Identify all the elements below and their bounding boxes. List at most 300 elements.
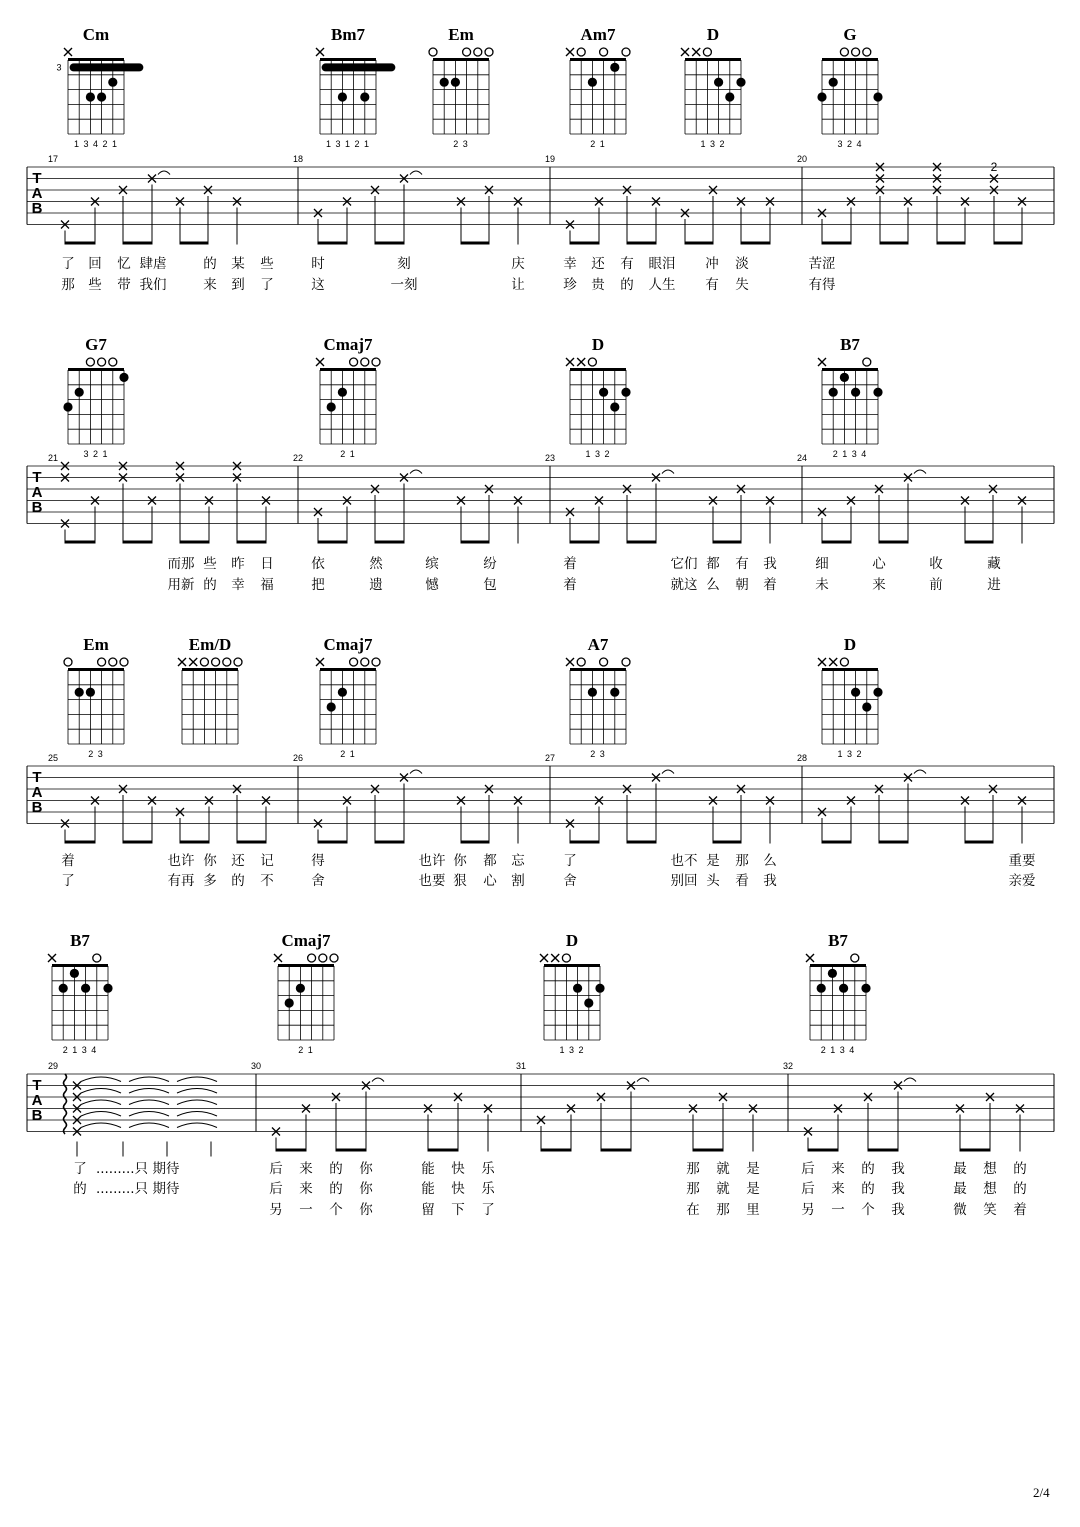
- lyric-syllable: 后: [801, 1161, 815, 1177]
- lyric-syllable: 前: [929, 577, 943, 593]
- lyric-syllable: 的: [329, 1161, 343, 1177]
- tab-clef-letter: A: [31, 185, 43, 202]
- lyric-syllable: 些: [203, 556, 217, 572]
- chord-nut: [570, 58, 626, 61]
- muted-string-marker: [577, 358, 585, 366]
- chord-nut: [570, 368, 626, 371]
- lyric-syllable: 了: [260, 277, 274, 293]
- lyric-syllable: 能: [421, 1181, 435, 1197]
- lyric-syllable: 舍: [311, 873, 325, 889]
- chord-nut: [68, 668, 124, 671]
- open-string-marker: [840, 48, 848, 56]
- open-string-marker: [109, 658, 117, 666]
- note-beam: [375, 541, 404, 544]
- chord-nut: [810, 964, 866, 967]
- open-string-marker: [840, 658, 848, 666]
- chord-fingering: 1 3 1 2 1: [325, 139, 371, 149]
- chord-diagram-cm: [56, 25, 143, 149]
- note-beam: [237, 541, 266, 544]
- chord-name: Em/D: [188, 635, 232, 654]
- tie-arc: [410, 770, 422, 774]
- chord-diagram-em: [429, 25, 493, 149]
- lyric-syllable: 某: [231, 256, 245, 272]
- lyric-syllable: 有: [735, 556, 749, 572]
- bar-number: 28: [796, 753, 808, 763]
- lyric-syllable: 乐: [481, 1161, 495, 1177]
- muted-string-marker: [189, 658, 197, 666]
- tab-clef-letter: T: [32, 469, 42, 486]
- lyric-syllable: 都: [483, 853, 497, 869]
- arpeggio-mark: [64, 1074, 67, 1134]
- muted-string-marker: [178, 658, 186, 666]
- muted-string-marker: [806, 954, 814, 962]
- lyric-syllable: 一刻: [390, 277, 418, 293]
- muted-string-marker: [818, 658, 826, 666]
- chord-fingering: 1 3 4 2 1: [73, 139, 119, 149]
- lyric-syllable: 微: [953, 1202, 967, 1218]
- bar-number: 30: [250, 1061, 262, 1071]
- tab-fret-number: 2: [990, 160, 998, 174]
- lyric-syllable: 就: [716, 1161, 730, 1177]
- chord-fingering: 2 1: [590, 139, 606, 149]
- note-beam: [741, 242, 770, 245]
- note-beam: [822, 242, 851, 245]
- chord-diagram-d: [540, 931, 605, 1055]
- lyric-syllable: 想: [983, 1181, 997, 1197]
- lyric-syllable: 最: [953, 1181, 967, 1197]
- chord-diagram-bm7: [316, 25, 395, 149]
- chord-name: G: [843, 25, 857, 44]
- open-string-marker: [863, 48, 871, 56]
- muted-string-marker: [818, 358, 826, 366]
- lyric-syllable: 我们: [139, 277, 167, 293]
- chord-name: Cmaj7: [323, 335, 373, 354]
- note-beam: [994, 242, 1022, 245]
- lyric-syllable: 我: [891, 1161, 905, 1177]
- note-beam: [123, 541, 152, 544]
- tie-arc: [129, 1077, 169, 1082]
- chord-fingering: 1 3 2: [837, 749, 863, 759]
- tie-arc: [372, 1078, 384, 1082]
- tie-arc: [81, 1123, 121, 1128]
- lyric-syllable: 着: [61, 853, 75, 869]
- chord-finger-dot: [327, 402, 336, 411]
- tie-arc: [81, 1089, 121, 1094]
- page-number: 2/4: [1033, 1485, 1050, 1500]
- lyric-syllable: 来: [831, 1181, 845, 1197]
- lyric-syllable: 来: [299, 1161, 313, 1177]
- open-string-marker: [86, 358, 94, 366]
- chord-nut: [822, 368, 878, 371]
- note-beam: [65, 841, 95, 844]
- chord-nut: [544, 964, 600, 967]
- tab-system-3: [27, 753, 1054, 889]
- chord-finger-dot: [59, 984, 68, 993]
- lyric-syllable: 有再: [167, 873, 195, 889]
- lyric-syllable: 那: [686, 1181, 700, 1197]
- note-beam: [937, 242, 965, 245]
- lyric-syllable: 刻: [397, 256, 411, 272]
- lyric-syllable: 下: [451, 1202, 465, 1218]
- lyric-syllable: 了: [481, 1202, 495, 1218]
- lyric-syllable: 有得: [808, 277, 836, 293]
- chord-name: A7: [587, 635, 609, 654]
- open-string-marker: [600, 48, 608, 56]
- muted-string-marker: [274, 954, 282, 962]
- lyric-syllable: 想: [983, 1161, 997, 1177]
- tie-arc: [637, 1078, 649, 1082]
- note-beam: [237, 841, 266, 844]
- lyric-syllable: 乐: [481, 1181, 495, 1197]
- lyric-syllable: 庆: [511, 256, 525, 272]
- chord-nut: [278, 964, 334, 967]
- open-string-marker: [429, 48, 437, 56]
- lyric-syllable: 的: [1013, 1181, 1027, 1197]
- chord-diagram-g7: [63, 335, 128, 459]
- tie-arc: [904, 1078, 916, 1082]
- lyric-syllable: 失: [735, 277, 749, 293]
- chord-barre: [70, 63, 144, 71]
- tie-arc: [662, 470, 674, 474]
- lyric-syllable: 是: [746, 1161, 760, 1177]
- note-beam: [627, 242, 656, 245]
- chord-finger-dot: [873, 388, 882, 397]
- lyric-syllable: 你: [453, 853, 467, 869]
- chord-finger-dot: [599, 388, 608, 397]
- tie-arc: [129, 1089, 169, 1094]
- chord-finger-dot: [873, 92, 882, 101]
- bar-number: 22: [292, 453, 304, 463]
- lyric-syllable: 幸: [231, 577, 245, 593]
- chord-fret-label: 3: [56, 62, 62, 73]
- chord-finger-dot: [588, 78, 597, 87]
- chord-fingering: 1 3 2: [585, 449, 611, 459]
- chord-finger-dot: [296, 984, 305, 993]
- chord-finger-dot: [862, 702, 871, 711]
- chord-name: Cm: [82, 25, 110, 44]
- open-string-marker: [485, 48, 493, 56]
- note-beam: [461, 841, 489, 844]
- lyric-syllable: 能: [421, 1161, 435, 1177]
- note-beam: [713, 541, 741, 544]
- lyric-syllable: 遗: [369, 577, 383, 593]
- tab-clef-letter: A: [31, 784, 43, 801]
- lyric-syllable: 着: [563, 556, 577, 572]
- bar-number: 21: [47, 453, 59, 463]
- lyric-syllable: 那: [716, 1202, 730, 1218]
- chord-nut: [182, 668, 238, 671]
- lyric-syllable: 也许: [167, 853, 195, 869]
- note-beam: [822, 841, 851, 844]
- lyric-syllable: 些: [88, 277, 102, 293]
- chord-finger-dot: [829, 388, 838, 397]
- chord-finger-dot: [338, 388, 347, 397]
- open-string-marker: [577, 48, 585, 56]
- note-beam: [318, 541, 347, 544]
- chord-nut: [570, 668, 626, 671]
- chord-fingering: 2 3: [590, 749, 606, 759]
- lyric-syllable: 割: [511, 873, 525, 889]
- note-beam: [879, 541, 908, 544]
- lyric-syllable: 的: [203, 256, 217, 272]
- chord-finger-dot: [851, 688, 860, 697]
- note-beam: [336, 1149, 366, 1152]
- lyric-syllable: 的: [329, 1181, 343, 1197]
- open-string-marker: [372, 658, 380, 666]
- chord-diagram-b7: [818, 335, 883, 459]
- open-string-marker: [234, 658, 242, 666]
- lyric-syllable: 的: [1013, 1161, 1027, 1177]
- lyric-syllable: 的: [620, 277, 634, 293]
- muted-string-marker: [64, 48, 72, 56]
- chord-diagram-d: [818, 635, 883, 759]
- lyric-syllable: 缤: [425, 556, 439, 572]
- open-string-marker: [120, 658, 128, 666]
- lyric-syllable: 了: [61, 256, 75, 272]
- lyric-syllable: 的: [73, 1181, 87, 1197]
- chord-nut: [320, 58, 376, 61]
- chord-diagram-g: [817, 25, 882, 149]
- lyric-syllable: 而那: [167, 556, 195, 572]
- chord-fingering: 2 3: [88, 749, 104, 759]
- lyric-syllable: 纷: [483, 556, 497, 572]
- chord-finger-dot: [840, 373, 849, 382]
- lyric-syllable: 么: [706, 577, 720, 593]
- chord-finger-dot: [360, 92, 369, 101]
- open-string-marker: [863, 358, 871, 366]
- open-string-marker: [350, 358, 358, 366]
- chord-fingering: 2 1: [298, 1045, 314, 1055]
- note-beam: [965, 841, 993, 844]
- tie-arc: [410, 470, 422, 474]
- muted-string-marker: [316, 48, 324, 56]
- lyric-syllable: 昨: [231, 556, 245, 572]
- chord-name: Cmaj7: [323, 635, 373, 654]
- open-string-marker: [562, 954, 570, 962]
- lyric-syllable: 了: [563, 853, 577, 869]
- open-string-marker: [474, 48, 482, 56]
- chord-finger-dot: [63, 402, 72, 411]
- tab-clef-letter: B: [31, 200, 43, 217]
- chord-finger-dot: [119, 373, 128, 382]
- tab-clef-letter: A: [31, 484, 43, 501]
- chord-name: D: [591, 335, 605, 354]
- chord-diagram-am7: [566, 25, 630, 149]
- lyric-syllable: 来: [872, 577, 886, 593]
- tab-clef-letter: T: [32, 170, 42, 187]
- tie-arc: [662, 770, 674, 774]
- lyric-syllable: 着: [1013, 1202, 1027, 1218]
- lyric-syllable: 憾: [425, 577, 439, 593]
- chord-finger-dot: [86, 92, 95, 101]
- note-beam: [180, 541, 209, 544]
- chord-barre: [322, 63, 396, 71]
- tab-clef-letter: B: [31, 499, 43, 516]
- lyric-syllable: 那: [686, 1161, 700, 1177]
- lyric-syllable: 了: [61, 873, 75, 889]
- chord-finger-dot: [584, 998, 593, 1007]
- chord-finger-dot: [75, 688, 84, 697]
- muted-string-marker: [829, 658, 837, 666]
- chord-nut: [685, 58, 741, 61]
- note-beam: [375, 841, 404, 844]
- chord-finger-dot: [97, 92, 106, 101]
- chord-diagram-d: [681, 25, 746, 149]
- open-string-marker: [588, 358, 596, 366]
- chord-finger-dot: [736, 78, 745, 87]
- chord-diagram-a7: [566, 635, 630, 759]
- chord-nut: [433, 58, 489, 61]
- chord-name: Em: [448, 25, 474, 44]
- lyric-syllable: 那: [735, 853, 749, 869]
- chord-diagram-cmaj7: [316, 635, 380, 759]
- lyric-syllable: 来: [299, 1181, 313, 1197]
- lyric-syllable: 个: [329, 1202, 343, 1218]
- chord-finger-dot: [285, 998, 294, 1007]
- tab-system-4: [27, 1061, 1054, 1218]
- chord-fingering: 2 1: [340, 749, 356, 759]
- lyric-syllable: 让: [511, 277, 525, 293]
- open-string-marker: [319, 954, 327, 962]
- open-string-marker: [622, 48, 630, 56]
- chord-fingering: 3 2 1: [83, 449, 109, 459]
- tab-clef-letter: T: [32, 1077, 42, 1094]
- lyric-syllable: 另: [269, 1202, 283, 1218]
- note-beam: [180, 242, 208, 245]
- chord-fingering: 2 1 3 4: [62, 1045, 98, 1055]
- note-beam: [879, 841, 908, 844]
- open-string-marker: [98, 358, 106, 366]
- chord-finger-dot: [610, 63, 619, 72]
- lyric-syllable: 人生: [648, 277, 676, 293]
- open-string-marker: [361, 358, 369, 366]
- lyric-syllable: 就这: [670, 577, 698, 593]
- lyric-syllable: 来: [203, 277, 217, 293]
- open-string-marker: [463, 48, 471, 56]
- lyric-syllable: 福: [260, 577, 274, 593]
- lyric-syllable: 都: [706, 556, 720, 572]
- chord-nut: [822, 58, 878, 61]
- chord-finger-dot: [86, 688, 95, 697]
- lyric-syllable: 的: [861, 1161, 875, 1177]
- lyric-syllable: 留: [421, 1202, 435, 1218]
- chord-name: Em: [83, 635, 109, 654]
- lyric-syllable: 后: [801, 1181, 815, 1197]
- chord-name: G7: [85, 335, 107, 354]
- lyric-syllable: 你: [359, 1161, 373, 1177]
- lyric-syllable: 心: [872, 556, 886, 572]
- note-beam: [375, 242, 404, 245]
- note-beam: [123, 841, 152, 844]
- muted-string-marker: [566, 48, 574, 56]
- bar-number: 19: [544, 154, 556, 164]
- note-beam: [428, 1149, 458, 1152]
- lyric-syllable: 珍: [563, 277, 577, 293]
- lyric-syllable: 期待: [152, 1161, 180, 1177]
- lyric-syllable: 你: [203, 853, 217, 869]
- chord-finger-dot: [829, 78, 838, 87]
- note-beam: [627, 841, 656, 844]
- note-beam: [541, 1149, 571, 1152]
- lyric-syllable: 它们: [670, 556, 698, 572]
- bar-number: 17: [47, 154, 59, 164]
- open-string-marker: [852, 48, 860, 56]
- chord-diagram-b7: [48, 931, 113, 1055]
- tab-clef-letter: A: [31, 1092, 43, 1109]
- tie-arc: [177, 1123, 217, 1128]
- muted-string-marker: [540, 954, 548, 962]
- note-beam: [65, 242, 95, 245]
- lyric-syllable: 的: [861, 1181, 875, 1197]
- open-string-marker: [64, 658, 72, 666]
- chord-finger-dot: [595, 984, 604, 993]
- lyric-syllable: 把: [311, 577, 325, 593]
- chord-name: Bm7: [331, 25, 365, 44]
- chord-finger-dot: [103, 984, 112, 993]
- lyric-syllable: 我: [763, 873, 777, 889]
- chord-name: B7: [70, 931, 90, 950]
- note-beam: [570, 841, 599, 844]
- chord-name: D: [843, 635, 857, 654]
- chord-name: B7: [828, 931, 848, 950]
- note-beam: [601, 1149, 631, 1152]
- note-beam: [965, 541, 993, 544]
- lyric-syllable: 重要: [1008, 853, 1036, 869]
- lyric-syllable: 你: [359, 1181, 373, 1197]
- tie-arc: [129, 1112, 169, 1117]
- lyric-syllable: 那: [61, 277, 75, 293]
- chord-nut: [320, 668, 376, 671]
- open-string-marker: [212, 658, 220, 666]
- lyric-syllable: 里: [746, 1202, 760, 1218]
- chord-diagram-cmaj7: [316, 335, 380, 459]
- lyric-syllable: 看: [735, 873, 749, 889]
- lyric-syllable: 还: [591, 256, 605, 272]
- note-beam: [627, 541, 656, 544]
- chord-finger-dot: [451, 78, 460, 87]
- chord-name: Am7: [580, 25, 616, 44]
- chord-finger-dot: [75, 388, 84, 397]
- lyric-syllable: 期待: [152, 1181, 180, 1197]
- lyric-syllable: 朝: [735, 577, 749, 593]
- chord-fingering: 1 3 2: [559, 1045, 585, 1055]
- lyric-syllable: 我: [891, 1202, 905, 1218]
- note-beam: [693, 1149, 723, 1152]
- chord-name: D: [706, 25, 720, 44]
- tie-arc: [81, 1100, 121, 1105]
- tie-arc: [81, 1077, 121, 1082]
- lyric-syllable: 也许: [418, 853, 446, 869]
- lyric-syllable: 淡: [735, 256, 749, 272]
- tie-arc: [177, 1089, 217, 1094]
- chord-fingering: 2 1: [340, 449, 356, 459]
- note-beam: [880, 242, 908, 245]
- tie-arc: [81, 1112, 121, 1117]
- chord-diagram-cmaj7: [274, 931, 338, 1055]
- chord-finger-dot: [817, 984, 826, 993]
- lyric-syllable: 冲: [705, 256, 719, 272]
- open-string-marker: [109, 358, 117, 366]
- chord-name: Cmaj7: [281, 931, 331, 950]
- chord-finger-dot: [828, 969, 837, 978]
- note-beam: [318, 841, 347, 844]
- chord-diagram-em: [64, 635, 128, 759]
- lyric-syllable: 日: [260, 556, 274, 572]
- lyric-syllable: 时: [311, 256, 325, 272]
- chord-fingering: 2 1 3 4: [832, 449, 868, 459]
- lyric-syllable: 的: [203, 577, 217, 593]
- lyric-syllable: 了: [73, 1161, 87, 1177]
